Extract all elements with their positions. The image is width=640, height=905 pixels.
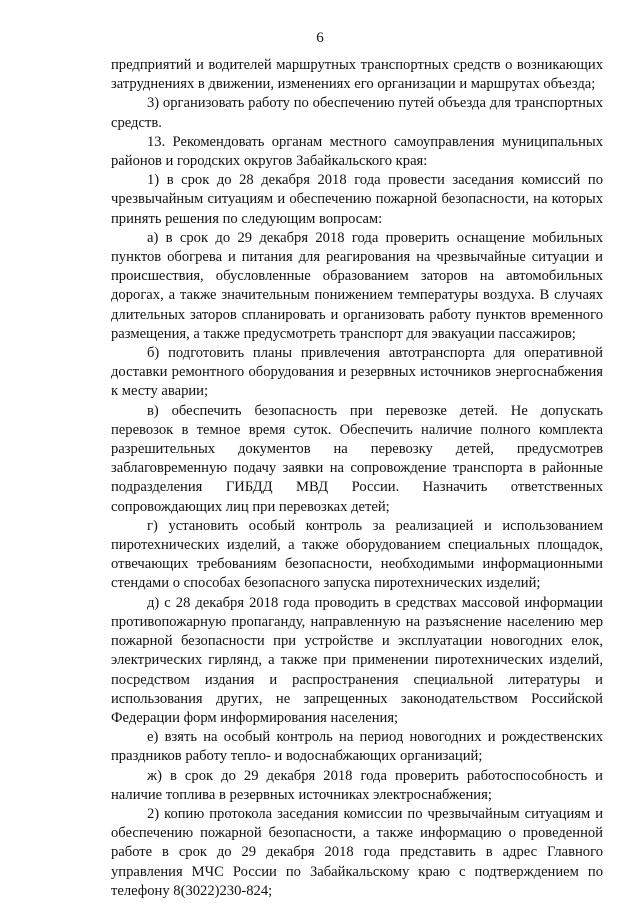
document-body: [111, 56, 603, 901]
page-number: 6: [316, 30, 324, 46]
paragraph-item-3-detour: 3) организовать работу по обеспечению путей объезда для транспортных средств.: [111, 95, 603, 131]
paragraph-subitem-a: а) в срок до 29 декабря 2018 года проверить оснащение мобильных пунктов обогрева и питания для реагирования на чрезвычайные ситуации и происшествия, обусловленные образованием заторов на автомобильных дорогах, а также значительным понижением температуры воздуха. В случаях длительных заторов спланировать и организовать работу пунктов временного размещения, а также предусмотреть транспорт для эвакуации пассажиров;: [111, 229, 603, 342]
paragraph-section-13: 13. Рекомендовать органам местного самоуправления муниципальных районов и городских округов Забайкальского края:: [111, 133, 603, 170]
paragraph-subitem-g: г) установить особый контроль за реализацией и использованием пиротехнических изделий, а также оборудованием специальных площадок, отвечающих требованиям безопасности, необходимыми информационными стендами о способах безопасного запуска пиротехнических изделий;: [111, 517, 603, 592]
paragraph-subitem-e: е) взять на особый контроль на период новогодних и рождественских праздников работу тепло- и водоснабжающих организаций;: [111, 729, 603, 765]
paragraph-subitem-v: в) обеспечить безопасность при перевозке детей. Не допускать перевозок в темное время суток. Обеспечить наличие полного комплекта разрешительных документов на перевозку детей, предусмотрев заблаговременную подачу заявки на сопровождение транспорта в районные подразделения ГИБДД МВД России. Назначить ответственных сопровождающих лиц при перевозках детей;: [111, 402, 603, 515]
paragraph-item-2-protocol: 2) копию протокола заседания комиссии по чрезвычайным ситуациям и обеспечению пожарной безопасности, а также информацию о проведенной работе в срок до 29 декабря 2018 года представить в адрес Главного управления МЧС России по Забайкальскому краю с подтверждением по телефону 8(3022)230-824;: [111, 805, 603, 899]
paragraph-item-1-commission: 1) в срок до 28 декабря 2018 года провести заседания комиссий по чрезвычайным ситуациям и обеспечению пожарной безопасности, на которых принять решения по следующим вопросам:: [111, 172, 603, 227]
paragraph-subitem-b: б) подготовить планы привлечения автотранспорта для оперативной доставки ремонтного оборудования и резервных источников энергоснабжения к месту аварии;: [111, 345, 603, 400]
paragraph-continuation: предприятий и водителей маршрутных транспортных средств о возникающих затруднениях в движении, изменениях его организации и маршрутах объезда;: [111, 57, 603, 93]
paragraph-subitem-zh: ж) в срок до 29 декабря 2018 года проверить работоспособность и наличие топлива в резервных источниках электроснабжения;: [111, 767, 603, 803]
paragraph-subitem-d: д) с 28 декабря 2018 года проводить в средствах массовой информации противопожарную пропаганду, направленную на разъяснение населению мер пожарной безопасности при устройстве и эксплуатации новогодних елок, электрических гирлянд, а также при применении пиротехнических изделий, посредством издания и распространения специальной литературы и использования других, не запрещенных законодательством Российской Федерации форм информирования населения;: [111, 594, 603, 726]
